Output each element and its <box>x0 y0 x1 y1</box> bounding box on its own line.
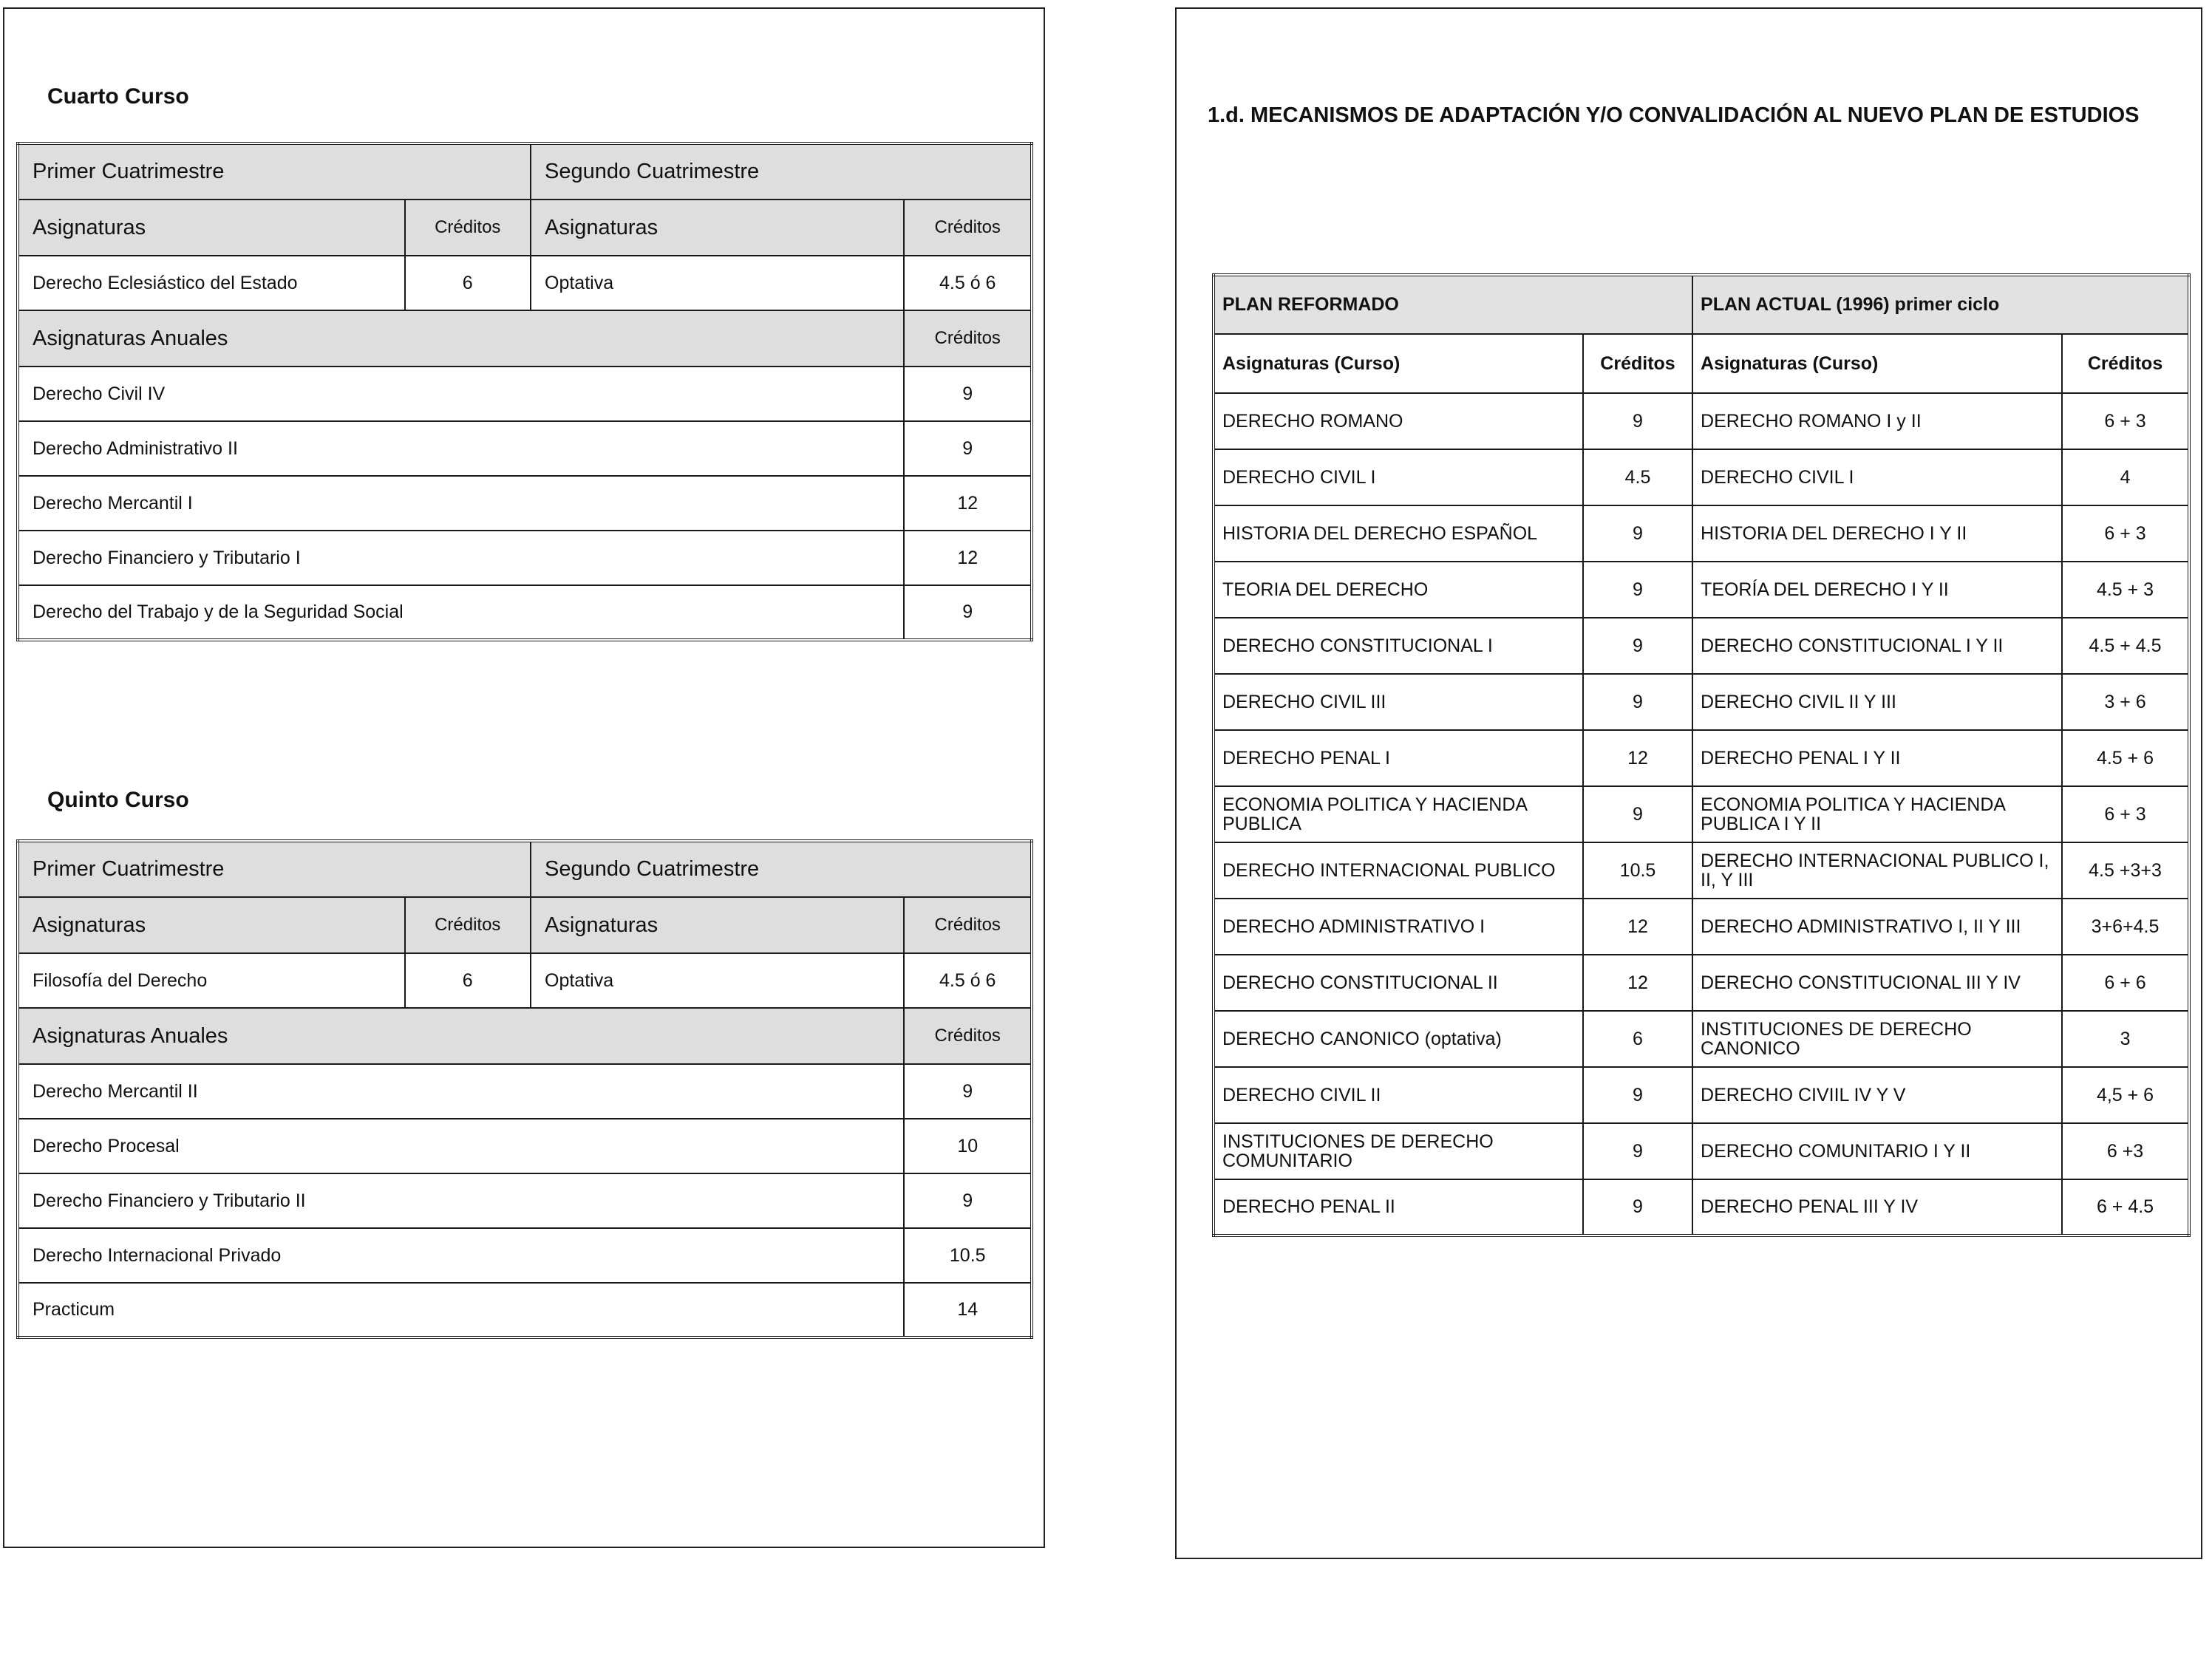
plan-actual-credits: 4.5 + 6 <box>2062 730 2189 786</box>
table-row <box>1214 1123 2189 1179</box>
asignaturas-header: Asignaturas <box>18 200 405 256</box>
plan-actual-credits: 4,5 + 6 <box>2062 1067 2189 1123</box>
plan-actual-subject: TEORÍA DEL DERECHO I Y II <box>1692 562 2062 618</box>
table-row <box>1214 1011 2189 1067</box>
credits-cell: 12 <box>904 531 1032 585</box>
subject-cell: Derecho Financiero y Tributario I <box>18 531 904 585</box>
cuarto-curso-table <box>16 142 1033 641</box>
subject-cell: Optativa <box>531 256 904 310</box>
subject-cell: Derecho Civil IV <box>18 367 904 421</box>
plan-actual-credits: 4.5 +3+3 <box>2062 842 2189 899</box>
plan-reformado-credits: 9 <box>1583 618 1692 674</box>
table-row <box>1214 899 2189 955</box>
asignaturas-anuales-header: Asignaturas Anuales <box>18 1008 904 1064</box>
asignaturas-curso-header: Asignaturas (Curso) <box>1214 334 1583 393</box>
plan-reformado-subject: DERECHO CONSTITUCIONAL I <box>1214 618 1583 674</box>
quinto-curso-title: Quinto Curso <box>47 788 189 812</box>
plan-reformado-subject: DERECHO CIVIL II <box>1214 1067 1583 1123</box>
table-row <box>18 585 1032 640</box>
quinto-curso-table <box>16 839 1033 1339</box>
plan-actual-credits: 4.5 + 3 <box>2062 562 2189 618</box>
plan-actual-credits: 4 <box>2062 449 2189 505</box>
plan-reformado-header: PLAN REFORMADO <box>1214 275 1692 334</box>
asignaturas-header: Asignaturas <box>531 200 904 256</box>
plan-actual-credits: 6 + 3 <box>2062 505 2189 562</box>
credits-cell: 9 <box>904 421 1032 476</box>
plan-reformado-credits: 9 <box>1583 674 1692 730</box>
table-row <box>1214 730 2189 786</box>
subject-cell: Derecho Internacional Privado <box>18 1228 904 1283</box>
credits-cell: 4.5 ó 6 <box>904 256 1032 310</box>
plan-reformado-subject: TEORIA DEL DERECHO <box>1214 562 1583 618</box>
plan-actual-credits: 6 + 6 <box>2062 955 2189 1011</box>
table-row <box>18 1228 1032 1283</box>
plan-actual-subject: DERECHO ROMANO I y II <box>1692 393 2062 449</box>
subject-cell: Derecho Procesal <box>18 1119 904 1173</box>
asignaturas-header: Asignaturas <box>531 897 904 953</box>
table-row <box>18 367 1032 421</box>
table-row <box>18 1119 1032 1173</box>
creditos-header: Créditos <box>904 310 1032 367</box>
plan-reformado-subject: DERECHO PENAL II <box>1214 1179 1583 1236</box>
plan-actual-credits: 6 + 3 <box>2062 786 2189 842</box>
table-row <box>1214 1179 2189 1236</box>
credits-cell: 9 <box>904 367 1032 421</box>
primer-cuatrimestre-header: Primer Cuatrimestre <box>18 841 531 897</box>
table-row <box>18 1173 1032 1228</box>
plan-actual-subject: HISTORIA DEL DERECHO I Y II <box>1692 505 2062 562</box>
table-row <box>1214 842 2189 899</box>
table-row <box>1214 955 2189 1011</box>
creditos-header: Créditos <box>2062 334 2189 393</box>
table-row <box>1214 505 2189 562</box>
credits-cell: 14 <box>904 1283 1032 1337</box>
plan-actual-header: PLAN ACTUAL (1996) primer ciclo <box>1692 275 2189 334</box>
plan-actual-subject: DERECHO CIVIL I <box>1692 449 2062 505</box>
subject-cell: Derecho Mercantil II <box>18 1064 904 1119</box>
segundo-cuatrimestre-header: Segundo Cuatrimestre <box>531 841 1032 897</box>
plan-actual-subject: DERECHO CONSTITUCIONAL I Y II <box>1692 618 2062 674</box>
segundo-cuatrimestre-header: Segundo Cuatrimestre <box>531 143 1032 200</box>
plan-actual-subject: ECONOMIA POLITICA Y HACIENDA PUBLICA I Y II <box>1692 786 2062 842</box>
adaptacion-title: 1.d. MECANISMOS DE ADAPTACIÓN Y/O CONVALIDACIÓN AL NUEVO PLAN DE ESTUDIOS <box>1208 103 2140 127</box>
plan-actual-subject: DERECHO INTERNACIONAL PUBLICO I, II, Y III <box>1692 842 2062 899</box>
subject-cell: Derecho del Trabajo y de la Seguridad Social <box>18 585 904 640</box>
plan-reformado-credits: 9 <box>1583 786 1692 842</box>
table-row <box>18 531 1032 585</box>
plan-actual-credits: 6 +3 <box>2062 1123 2189 1179</box>
table-row <box>1214 449 2189 505</box>
cuarto-curso-title: Cuarto Curso <box>47 84 189 109</box>
table-row <box>18 1064 1032 1119</box>
credits-cell: 10 <box>904 1119 1032 1173</box>
plan-reformado-subject: DERECHO ROMANO <box>1214 393 1583 449</box>
plan-actual-subject: DERECHO PENAL III Y IV <box>1692 1179 2062 1236</box>
table-row <box>1214 393 2189 449</box>
plan-reformado-credits: 9 <box>1583 562 1692 618</box>
creditos-header: Créditos <box>405 897 531 953</box>
credits-cell: 6 <box>405 256 531 310</box>
left-page <box>3 7 1045 1548</box>
subject-cell: Filosofía del Derecho <box>18 953 405 1008</box>
plan-actual-subject: DERECHO COMUNITARIO I Y II <box>1692 1123 2062 1179</box>
credits-cell: 9 <box>904 585 1032 640</box>
credits-cell: 12 <box>904 476 1032 531</box>
plan-actual-subject: DERECHO CIVIIL IV Y V <box>1692 1067 2062 1123</box>
asignaturas-curso-header: Asignaturas (Curso) <box>1692 334 2062 393</box>
creditos-header: Créditos <box>405 200 531 256</box>
creditos-header: Créditos <box>1583 334 1692 393</box>
subject-cell: Practicum <box>18 1283 904 1337</box>
plan-actual-credits: 3+6+4.5 <box>2062 899 2189 955</box>
plan-reformado-subject: HISTORIA DEL DERECHO ESPAÑOL <box>1214 505 1583 562</box>
plan-actual-credits: 6 + 3 <box>2062 393 2189 449</box>
plan-reformado-subject: DERECHO ADMINISTRATIVO I <box>1214 899 1583 955</box>
credits-cell: 9 <box>904 1064 1032 1119</box>
plan-actual-credits: 6 + 4.5 <box>2062 1179 2189 1236</box>
plan-reformado-credits: 4.5 <box>1583 449 1692 505</box>
plan-actual-credits: 4.5 + 4.5 <box>2062 618 2189 674</box>
plan-reformado-subject: DERECHO PENAL I <box>1214 730 1583 786</box>
credits-cell: 10.5 <box>904 1228 1032 1283</box>
plan-actual-subject: DERECHO CONSTITUCIONAL III Y IV <box>1692 955 2062 1011</box>
table-row <box>18 421 1032 476</box>
plan-actual-subject: DERECHO ADMINISTRATIVO I, II Y III <box>1692 899 2062 955</box>
adaptacion-table <box>1212 273 2191 1237</box>
asignaturas-anuales-header: Asignaturas Anuales <box>18 310 904 367</box>
creditos-header: Créditos <box>904 200 1032 256</box>
primer-cuatrimestre-header: Primer Cuatrimestre <box>18 143 531 200</box>
credits-cell: 6 <box>405 953 531 1008</box>
subject-cell: Derecho Administrativo II <box>18 421 904 476</box>
credits-cell: 9 <box>904 1173 1032 1228</box>
plan-actual-subject: DERECHO CIVIL II Y III <box>1692 674 2062 730</box>
table-row <box>18 476 1032 531</box>
table-row <box>1214 618 2189 674</box>
creditos-header: Créditos <box>904 897 1032 953</box>
plan-reformado-credits: 9 <box>1583 1179 1692 1236</box>
plan-actual-credits: 3 + 6 <box>2062 674 2189 730</box>
plan-reformado-credits: 9 <box>1583 1123 1692 1179</box>
plan-reformado-credits: 6 <box>1583 1011 1692 1067</box>
plan-reformado-subject: ECONOMIA POLITICA Y HACIENDA PUBLICA <box>1214 786 1583 842</box>
plan-reformado-subject: DERECHO CANONICO (optativa) <box>1214 1011 1583 1067</box>
table-row <box>18 1283 1032 1337</box>
subject-cell: Optativa <box>531 953 904 1008</box>
plan-reformado-credits: 9 <box>1583 505 1692 562</box>
plan-reformado-subject: DERECHO CIVIL III <box>1214 674 1583 730</box>
plan-reformado-subject: INSTITUCIONES DE DERECHO COMUNITARIO <box>1214 1123 1583 1179</box>
subject-cell: Derecho Financiero y Tributario II <box>18 1173 904 1228</box>
table-row <box>1214 562 2189 618</box>
plan-reformado-credits: 9 <box>1583 1067 1692 1123</box>
plan-reformado-credits: 12 <box>1583 730 1692 786</box>
asignaturas-header: Asignaturas <box>18 897 405 953</box>
subject-cell: Derecho Mercantil I <box>18 476 904 531</box>
subject-cell: Derecho Eclesiástico del Estado <box>18 256 405 310</box>
plan-reformado-subject: DERECHO CONSTITUCIONAL II <box>1214 955 1583 1011</box>
table-row <box>1214 786 2189 842</box>
plan-reformado-credits: 9 <box>1583 393 1692 449</box>
plan-actual-subject: INSTITUCIONES DE DERECHO CANONICO <box>1692 1011 2062 1067</box>
plan-actual-subject: DERECHO PENAL I Y II <box>1692 730 2062 786</box>
plan-reformado-subject: DERECHO INTERNACIONAL PUBLICO <box>1214 842 1583 899</box>
credits-cell: 4.5 ó 6 <box>904 953 1032 1008</box>
plan-reformado-subject: DERECHO CIVIL I <box>1214 449 1583 505</box>
plan-reformado-credits: 12 <box>1583 955 1692 1011</box>
right-page <box>1175 7 2202 1559</box>
table-row <box>1214 1067 2189 1123</box>
plan-actual-credits: 3 <box>2062 1011 2189 1067</box>
plan-reformado-credits: 12 <box>1583 899 1692 955</box>
plan-reformado-credits: 10.5 <box>1583 842 1692 899</box>
table-row <box>1214 674 2189 730</box>
creditos-header: Créditos <box>904 1008 1032 1064</box>
